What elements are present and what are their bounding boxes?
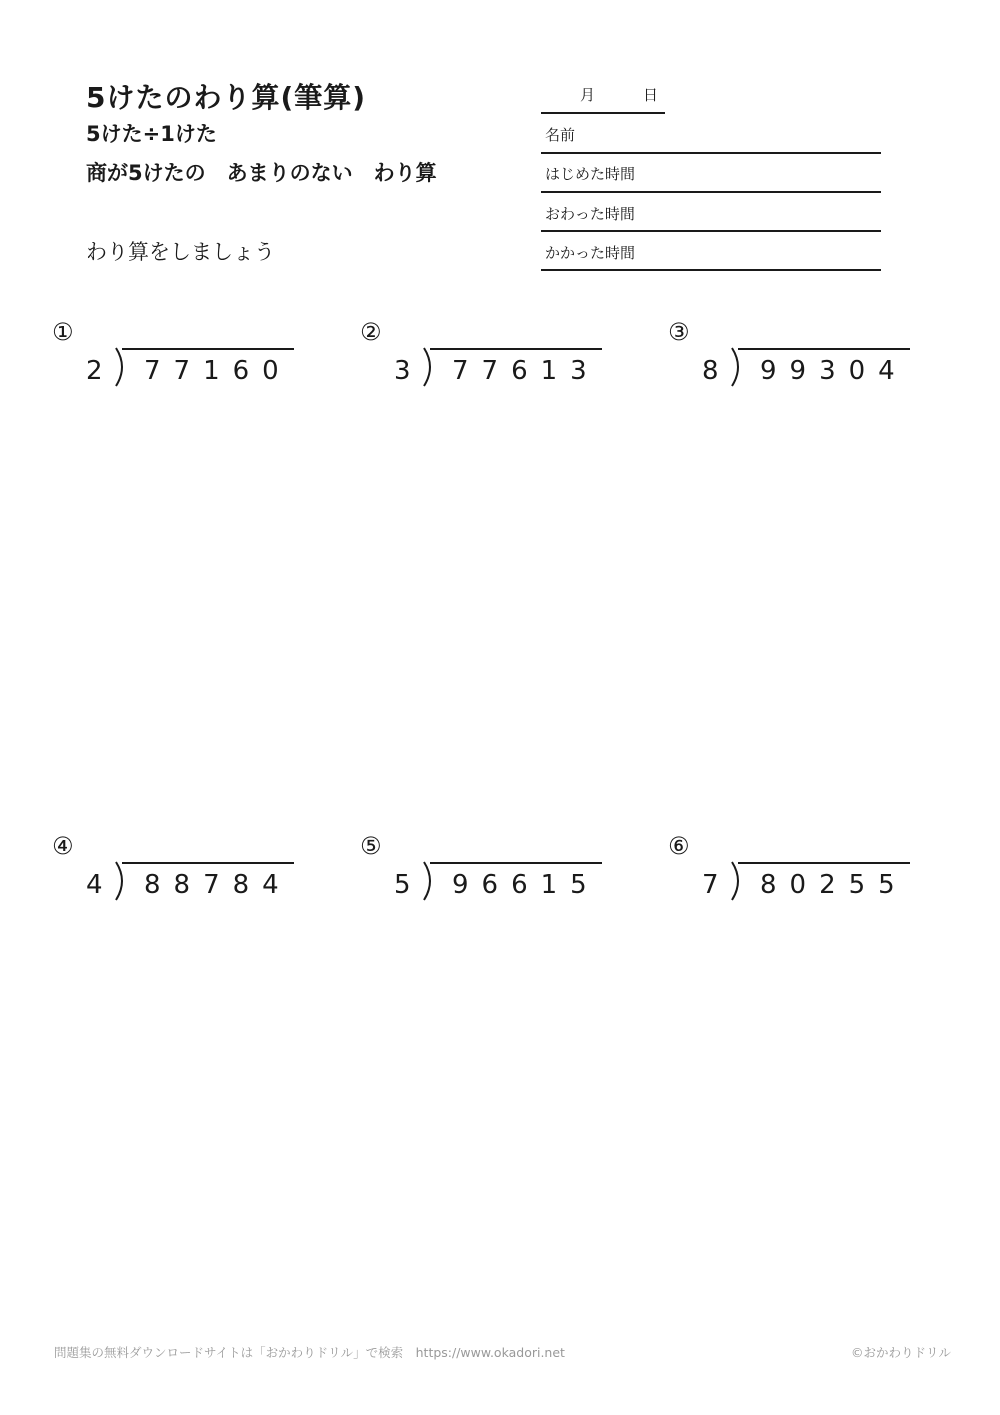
division-bracket: [114, 860, 128, 902]
division-bar: [430, 348, 602, 350]
name-field-line[interactable]: [541, 152, 881, 154]
dividend: 99304: [760, 356, 908, 386]
divisor: 8: [702, 356, 719, 386]
divisor: 5: [394, 870, 411, 900]
problem-1: [52, 320, 312, 400]
dividend: 80255: [760, 870, 908, 900]
divisor: 3: [394, 356, 411, 386]
elapsed-time-label: かかった時間: [545, 244, 636, 262]
worksheet-title: 5けたのわり算(筆算): [86, 81, 367, 114]
end-time-line[interactable]: [541, 230, 881, 232]
footer-site-note: 問題集の無料ダウンロードサイトは「おかわりドリル」で検索 https://www.okadori.net: [54, 1345, 565, 1360]
problem-number: ②: [360, 318, 382, 346]
dividend: 77613: [452, 356, 600, 386]
start-time-line[interactable]: [541, 191, 881, 193]
divisor: 4: [86, 870, 103, 900]
divisor: 2: [86, 356, 103, 386]
worksheet-subtitle: 5けた÷1けた: [86, 122, 217, 146]
problem-number: ①: [52, 318, 74, 346]
footer-copyright: ©おかわりドリル: [851, 1345, 952, 1360]
division-bracket: [422, 860, 436, 902]
dividend: 77160: [144, 356, 292, 386]
instruction-text: わり算をしましょう: [86, 240, 275, 264]
name-field-label: 名前: [545, 126, 576, 144]
end-time-label: おわった時間: [545, 205, 635, 223]
problem-number: ⑥: [668, 832, 690, 860]
dividend: 96615: [452, 870, 600, 900]
worksheet-subtitle-detail: 商が5けたの あまりのない わり算: [86, 161, 437, 185]
division-bar: [122, 862, 294, 864]
elapsed-time-line[interactable]: [541, 269, 881, 271]
division-bar: [738, 348, 910, 350]
division-bracket: [730, 860, 744, 902]
division-bracket: [730, 346, 744, 388]
date-underline: [541, 112, 665, 114]
day-label: 日: [643, 86, 659, 104]
problem-2: [360, 320, 620, 400]
problem-5: [360, 834, 620, 914]
divisor: 7: [702, 870, 719, 900]
problem-number: ③: [668, 318, 690, 346]
problem-number: ④: [52, 832, 74, 860]
problem-number: ⑤: [360, 832, 382, 860]
month-label: 月: [580, 86, 596, 104]
division-bar: [122, 348, 294, 350]
division-bracket: [114, 346, 128, 388]
problem-3: [668, 320, 928, 400]
start-time-label: はじめた時間: [545, 165, 636, 183]
division-bracket: [422, 346, 436, 388]
problem-4: [52, 834, 312, 914]
dividend: 88784: [144, 870, 292, 900]
problem-6: [668, 834, 928, 914]
division-bar: [738, 862, 910, 864]
division-bar: [430, 862, 602, 864]
